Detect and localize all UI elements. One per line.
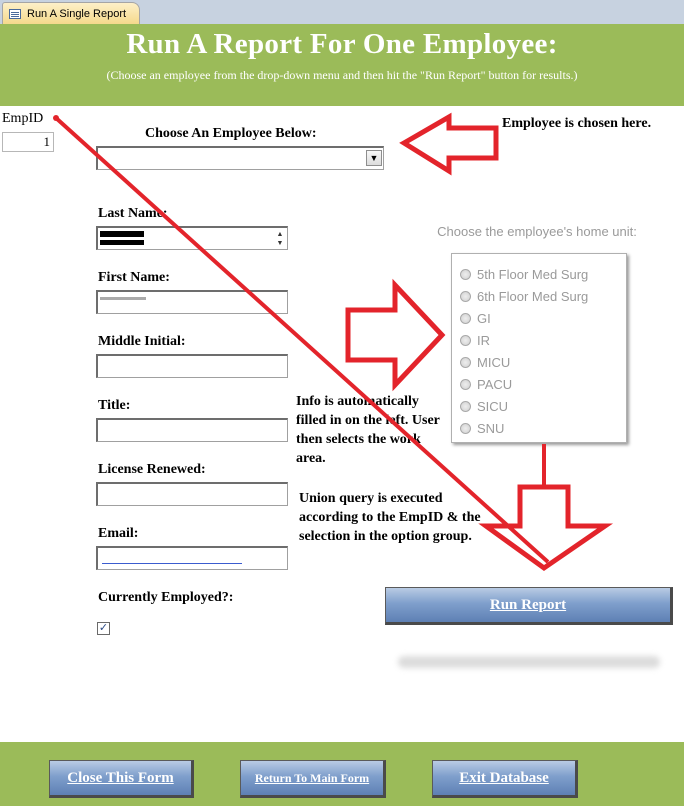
option-ir[interactable]: IR: [460, 330, 490, 350]
return-main-form-button[interactable]: Return To Main Form: [240, 760, 386, 798]
dropdown-arrow-icon[interactable]: ▼: [366, 150, 382, 166]
right-arrow-outline: [348, 285, 442, 385]
empid-field[interactable]: 1: [2, 132, 54, 152]
employee-select-label: Choose An Employee Below:: [145, 126, 317, 141]
annotation-union-query: Union query is executed according to the EmpID & the selection in the option group.: [299, 491, 481, 544]
license-renewed-label: License Renewed:: [98, 462, 206, 477]
option-5th-floor-med-surg[interactable]: 5th Floor Med Surg: [460, 264, 588, 284]
option-gi[interactable]: GI: [460, 308, 491, 328]
home-unit-title: Choose the employee's home unit:: [437, 224, 637, 239]
option-pacu[interactable]: PACU: [460, 374, 512, 394]
currently-employed-label: Currently Employed?:: [98, 590, 234, 605]
annotation-info-filled: Info is automatically filled in on the left. User then selects the work area.: [296, 394, 440, 466]
run-report-button[interactable]: Run Report: [385, 587, 673, 625]
empid-label: EmpID: [2, 111, 44, 126]
email-label: Email:: [98, 526, 139, 541]
middle-initial-label: Middle Initial:: [98, 334, 186, 349]
exit-database-button[interactable]: Exit Database: [432, 760, 578, 798]
option-micu[interactable]: MICU: [460, 352, 510, 372]
spin-arrows-icon[interactable]: ▲ ▼: [276, 230, 284, 247]
currently-employed-checkbox[interactable]: ✓: [98, 622, 109, 634]
option-snu[interactable]: SNU: [460, 418, 504, 438]
first-name-label: First Name:: [98, 270, 170, 285]
tab-label: Run A Single Report: [27, 7, 127, 20]
arrow-start-dot: [53, 115, 59, 121]
option-sicu[interactable]: SICU: [460, 396, 508, 416]
diagonal-arrow-line: [56, 118, 548, 562]
page-subtitle: (Choose an employee from the drop-down menu and then hit the "Run Report" button for results.): [106, 68, 578, 82]
left-arrow-outline: [404, 117, 496, 171]
down-arrow-outline: [486, 487, 605, 568]
annotation-employee-chosen: Employee is chosen here.: [502, 116, 652, 131]
page-title: Run A Report For One Employee:: [126, 28, 558, 60]
close-form-button[interactable]: Close This Form: [49, 760, 194, 798]
title-label: Title:: [98, 398, 131, 413]
last-name-label: Last Name:: [98, 206, 168, 221]
form-footer: [0, 742, 684, 806]
option-6th-floor-med-surg[interactable]: 6th Floor Med Surg: [460, 286, 588, 306]
